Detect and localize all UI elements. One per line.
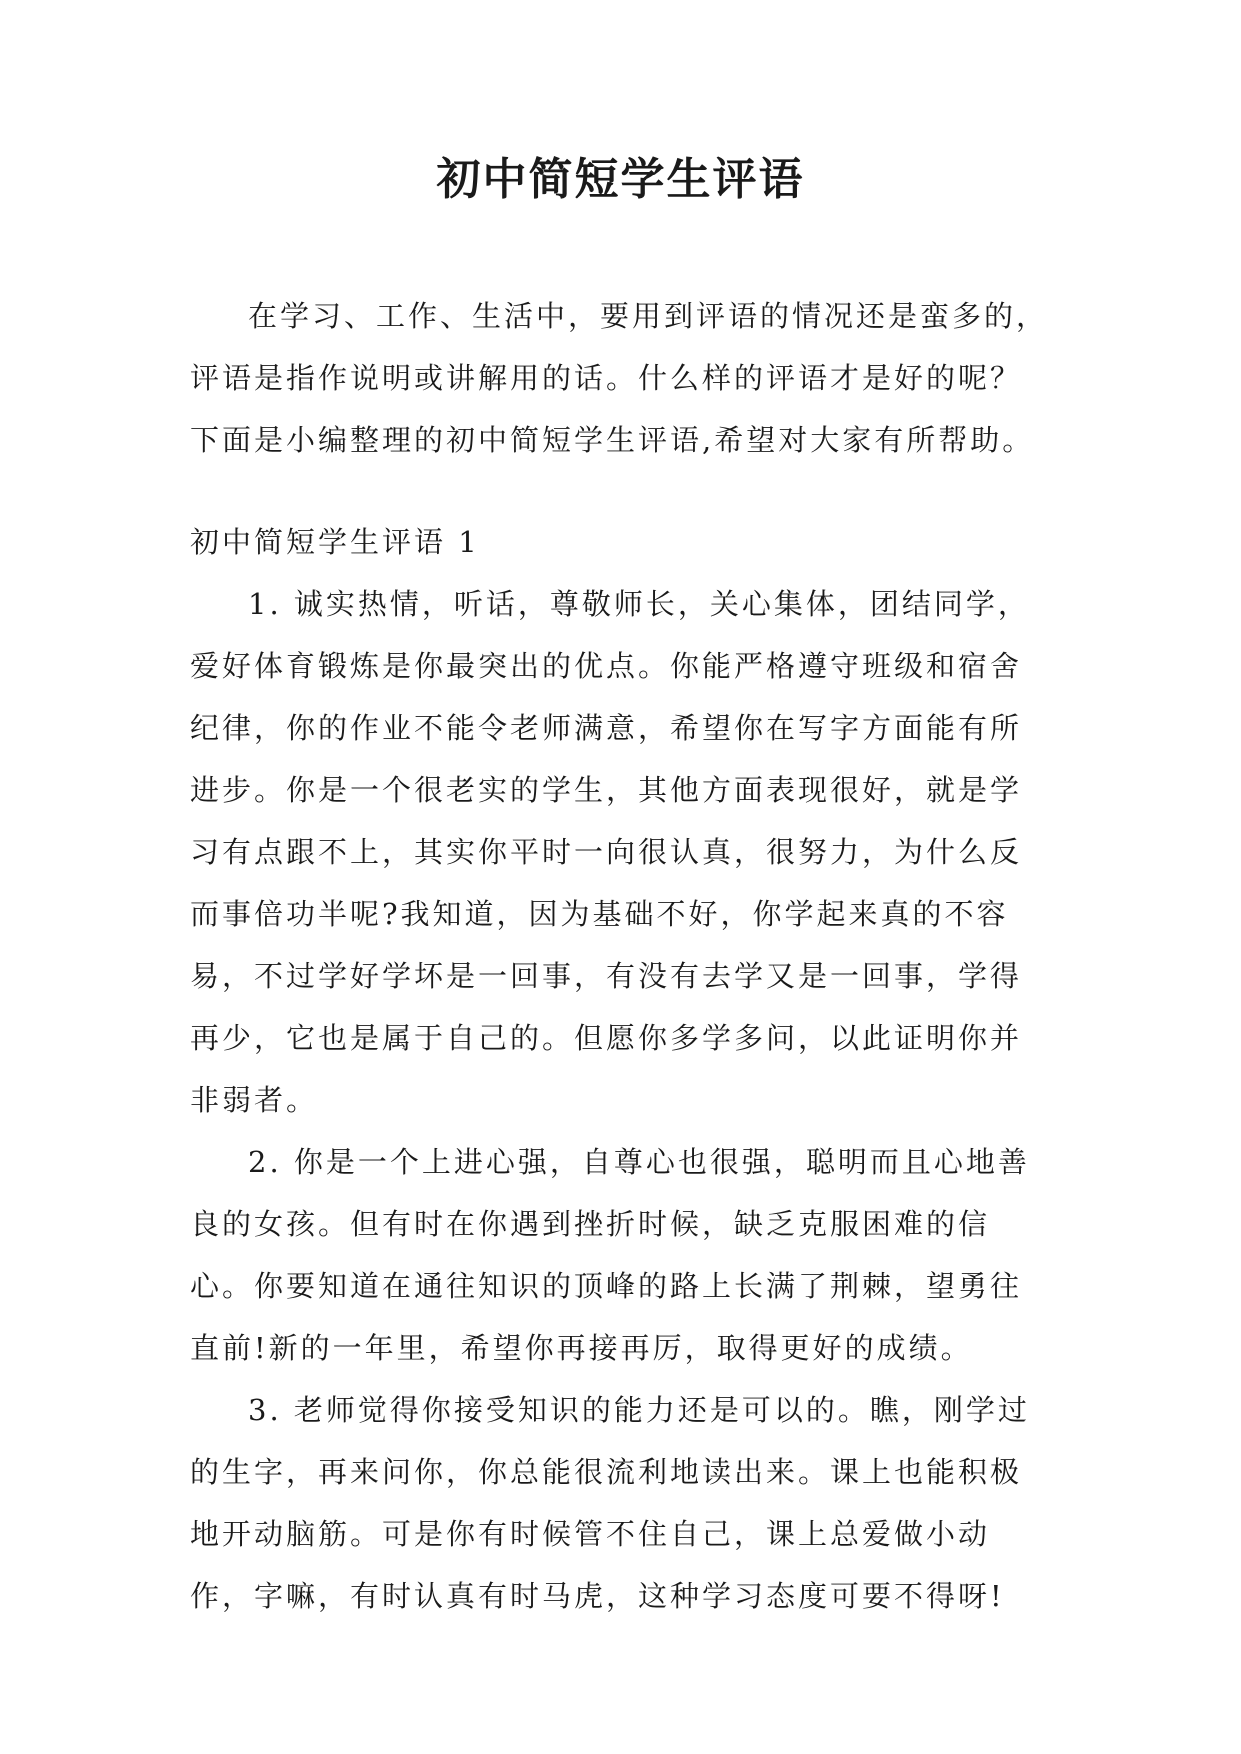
document-title: 初中简短学生评语 [436,154,805,205]
comment-item-2: 2. 你是一个上进心强，自尊心也很强，聪明而且心地善良的女孩。但有时在你遇到挫折时候，缺乏克服困难的信心。你要知道在通往知识的顶峰的路上长满了荆棘，望勇往直前!新的一年里，希望你再接再厉，取得更好的成绩。 [190,1145,1030,1365]
intro-paragraph: 在学习、工作、生活中，要用到评语的情况还是蛮多的，评语是指作说明或讲解用的话。什么样的评语才是好的呢？下面是小编整理的初中简短学生评语,希望对大家有所帮助。 [190,299,1049,457]
section-heading: 初中简短学生评语 1 [190,525,480,559]
comment-item-1: 1. 诚实热情，听话，尊敬师长，关心集体，团结同学，爱好体育锻炼是你最突出的优点。你能严格遵守班级和宿舍纪律，你的作业不能令老师满意，希望你在写字方面能有所进步。你是一个很老实的学生，其他方面表现很好，就是学习有点跟不上，其实你平时一向很认真，很努力，为什么反而事倍功半呢?我知道，因为基础不好，你学起来真的不容易，不过学好学坏是一回事，有没有去学又是一回事，学得再少，它也是属于自己的。但愿你多学多问，以此证明你并非弱者。 [190,587,1030,1117]
comment-item-3: 3. 老师觉得你接受知识的能力还是可以的。瞧，刚学过的生字，再来问你，你总能很流利地读出来。课上也能积极地开动脑筋。可是你有时候管不住自己，课上总爱做小动作，字嘛，有时认真有时马虎，这种学习态度可要不得呀! [190,1393,1030,1613]
document-body [190,285,1050,1627]
